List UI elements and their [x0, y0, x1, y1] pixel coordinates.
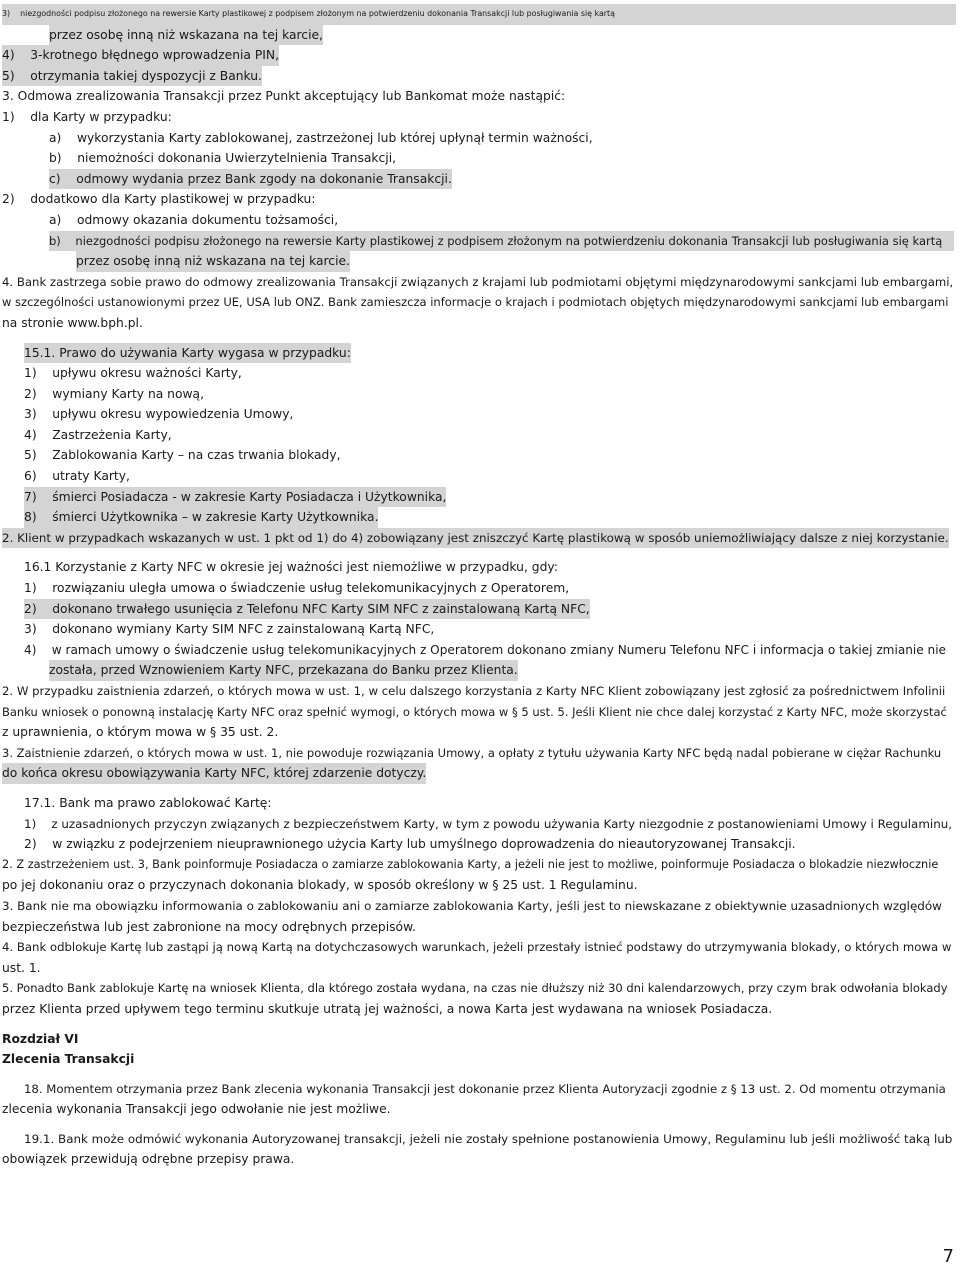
list-item: 3) dokonano wymiany Karty SIM NFC z zainstalowaną Kartą NFC,	[24, 622, 435, 637]
list-item: 4) 3-krotnego błędnego wprowadzenia PIN,	[2, 45, 279, 66]
list-item: 1) rozwiązaniu uległa umowa o świadczenie usług telekomunikacyjnych z Operatorem,	[24, 581, 570, 596]
chapter-title: Rozdział VI	[2, 1031, 79, 1046]
list-item: 1) z uzasadnionych przyczyn związanych z bezpieczeństwem Karty, w tym z powodu używania Karty niezgodnie z postanowieniami Umowy i Regulaminu,	[24, 816, 953, 831]
list-item: 4) w ramach umowy o świadczenie usług telekomunikacyjnych z Operatorem dokonano zmiany Numeru Telefonu NFC i informacja o takiej zmianie nie	[24, 642, 946, 657]
list-item: 5) Zablokowania Karty – na czas trwania blokady,	[24, 448, 341, 463]
text-line: w szczególności ustanowionymi przez UE, USA lub ONZ. Bank zamieszcza informacje o krajach i podmiotach objętych międzynarodowymi sankcjami lub embargami	[2, 295, 949, 310]
paragraph-4: 4. Bank odblokuje Kartę lub zastąpi ją nową Kartą na dotychczasowych warunkach, jeżeli przestały istnieć podstawy do utrzymywania blokady, o których mowa w	[2, 940, 952, 955]
list-item: 3) upływu okresu wypowiedzenia Umowy,	[24, 407, 294, 422]
list-item: 2) dodatkowo dla Karty plastikowej w przypadku:	[2, 192, 316, 207]
text-line: przez osobę inną niż wskazana na tej karcie,	[49, 25, 323, 46]
text-line: została, przed Wznowieniem Karty NFC, przekazana do Banku przez Klienta.	[49, 660, 518, 681]
text-line: przez Klienta przed upływem tego terminu skutkuje utratą jej ważności, a nowa Karta jest wydawana na wniosek Posiadacza.	[2, 1001, 773, 1016]
text-line: do końca okresu obowiązywania Karty NFC, której zdarzenie dotyczy.	[2, 763, 426, 784]
section-16-1: 16.1 Korzystanie z Karty NFC w okresie jej ważności jest niemożliwe w przypadku, gdy:	[24, 560, 558, 575]
page-number: 7	[942, 1246, 954, 1267]
list-item: 5) otrzymania takiej dyspozycji z Banku.	[2, 66, 262, 87]
paragraph-3: 3. Bank nie ma obowiązku informowania o zablokowaniu ani o zamiarze zablokowania Karty, jeśli jest to niewskazane z obiektywnie uzasadnionych względów	[2, 898, 942, 913]
list-item: 7) śmierci Posiadacza - w zakresie Karty Posiadacza i Użytkownika,	[24, 487, 446, 508]
section-17-1: 17.1. Bank ma prawo zablokować Kartę:	[24, 795, 272, 810]
list-item: 1) dla Karty w przypadku:	[2, 109, 172, 124]
text-line: zlecenia wykonania Transakcji jego odwołanie nie jest możliwe.	[2, 1102, 391, 1117]
text-line: ust. 1.	[2, 960, 41, 975]
text-line: po jej dokonaniu oraz o przyczynach dokonania blokady, w sposób określony w § 25 ust. 1 Regulaminu.	[2, 878, 638, 893]
text-line: z uprawnienia, o którym mowa w § 35 ust. 2.	[2, 725, 279, 740]
list-item: 2) wymiany Karty na nową,	[24, 386, 205, 401]
list-item: 6) utraty Karty,	[24, 469, 130, 484]
paragraph-2: 2. W przypadku zaistnienia zdarzeń, o których mowa w ust. 1, w celu dalszego korzystania z Karty NFC Klient zobowiązany jest zgłosić za pośrednictwem Infolinii	[2, 684, 946, 698]
chapter-subtitle: Zlecenia Transakcji	[2, 1052, 135, 1067]
paragraph-2: 2. Klient w przypadkach wskazanych w ust. 1 pkt od 1) do 4) zobowiązany jest zniszczyć Kartę plastikową w sposób uniemożliwiający dalsze z niej korzystanie.	[2, 528, 949, 549]
list-item: 8) śmierci Użytkownika – w zakresie Karty Użytkownika.	[24, 507, 378, 528]
list-subitem: c) odmowy wydania przez Bank zgody na dokonanie Transakcji.	[49, 169, 452, 190]
text-line: przez osobę inną niż wskazana na tej karcie.	[76, 251, 350, 272]
text-line: bezpieczeństwa lub jest zabronione na mocy odrębnych przepisów.	[2, 919, 416, 934]
section-15-1: 15.1. Prawo do używania Karty wygasa w przypadku:	[24, 343, 351, 364]
section-18: 18. Momentem otrzymania przez Bank zlecenia wykonania Transakcji jest dokonanie przez Klienta Autoryzacji zgodnie z § 13 ust. 2. Od momentu otrzymania	[24, 1081, 946, 1096]
list-subitem: a) odmowy okazania dokumentu tożsamości,	[49, 212, 339, 227]
paragraph-3: 3. Odmowa zrealizowania Transakcji przez Punkt akceptujący lub Bankomat może nastąpić:	[2, 89, 566, 104]
list-item: 4) Zastrzeżenia Karty,	[24, 427, 172, 442]
document-body	[0, 4, 960, 1170]
text-line: obowiązek przewidują odrębne przepisy prawa.	[2, 1152, 295, 1167]
list-subitem: b) niemożności dokonania Uwierzytelnienia Transakcji,	[49, 151, 397, 166]
list-item: 2) dokonano trwałego usunięcia z Telefonu NFC Karty SIM NFC z zainstalowaną Kartą NFC,	[24, 599, 590, 620]
highlighted-line: 3) niezgodności podpisu złożonego na rewersie Karty plastikowej z podpisem złożonym na potwierdzeniu dokonania Transakcji lub posługiwania się kartą	[2, 4, 956, 25]
list-item: 2) w związku z podejrzeniem nieuprawnionego użycia Karty lub umyślnego doprowadzenia do nieautoryzowanej Transakcji.	[24, 837, 796, 852]
paragraph-5: 5. Ponadto Bank zablokuje Kartę na wniosek Klienta, dla którego została wydana, na czas nie dłuższy niż 30 dni kalendarzowych, przy czym brak odwołania blokady	[2, 981, 948, 996]
list-subitem: a) wykorzystania Karty zablokowanej, zastrzeżonej lub której upłynął termin ważności,	[49, 130, 593, 145]
paragraph-3: 3. Zaistnienie zdarzeń, o których mowa w ust. 1, nie powoduje rozwiązania Umowy, a opłaty z tytułu używania Karty NFC będą nadal pobierane w ciężar Rachunku	[2, 745, 942, 760]
text-line: na stronie www.bph.pl.	[2, 315, 143, 330]
paragraph-4: 4. Bank zastrzega sobie prawo do odmowy zrealizowania Transakcji związanych z krajami lub podmiotami objętymi międzynarodowymi sankcjami lub embargami,	[2, 274, 954, 289]
text-line: Banku wniosek o ponowną instalację Karty NFC oraz spełnić wymogi, o których mowa w § 5 ust. 5. Jeśli Klient nie chce dalej korzystać z Karty NFC, może skorzystać	[2, 704, 947, 719]
section-19-1: 19.1. Bank może odmówić wykonania Autoryzowanej transakcji, jeżeli nie zostały spełnione postanowienia Umowy, Regulaminu lub jeśli możliwość taką lub	[24, 1131, 953, 1146]
list-item: 1) upływu okresu ważności Karty,	[24, 366, 242, 381]
text-line	[0, 4, 960, 25]
paragraph-2: 2. Z zastrzeżeniem ust. 3, Bank poinformuje Posiadacza o zamiarze zablokowania Karty, a jeżeli nie jest to możliwe, poinformuje Posiadacza o blokadzie niezwłocznie	[2, 857, 939, 871]
list-subitem: b) niezgodności podpisu złożonego na rewersie Karty plastikowej z podpisem złożonym na potwierdzeniu dokonania Transakcji lub posługiwania się kartą	[49, 231, 954, 252]
